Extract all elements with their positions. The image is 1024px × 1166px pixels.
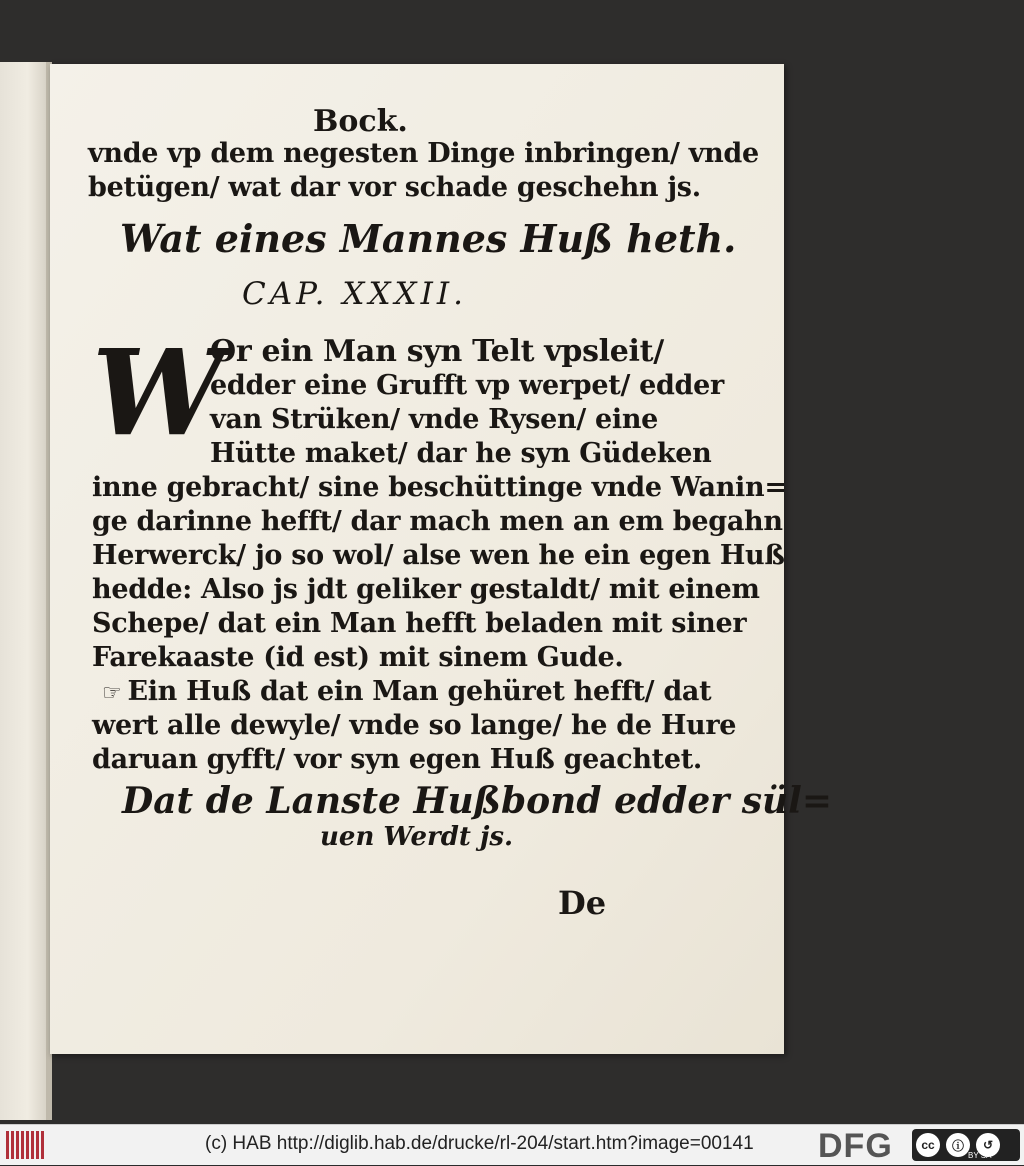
- barcode-icon: [6, 1131, 46, 1159]
- intro-line: vnde vp dem negesten Dinge inbringen/ vnde: [88, 138, 759, 169]
- credit-link[interactable]: (c) HAB http://diglib.hab.de/drucke/rl-204/start.htm?image=00141: [205, 1133, 754, 1154]
- intro-line: betügen/ wat dar vor schade geschehn js.: [88, 172, 701, 203]
- cc-license-badge[interactable]: [912, 1129, 1020, 1161]
- sa-icon: ↺: [976, 1133, 1000, 1157]
- catchword-top: Bock.: [313, 104, 408, 139]
- paragraph-line: Farekaaste (id est) mit sinem Gude.: [92, 642, 624, 673]
- book-page: [50, 64, 832, 1054]
- paragraph-line: hedde: Also js jdt geliker gestaldt/ mit einem: [92, 574, 760, 605]
- pointing-hand-icon: ☞: [102, 681, 122, 706]
- paragraph-line: Schepe/ dat ein Man hefft beladen mit siner: [92, 608, 747, 639]
- paragraph-line: wert alle dewyle/ vnde so lange/ he de Hure: [92, 710, 737, 741]
- chapter-heading: Wat eines Mannes Huß heth.: [120, 216, 737, 261]
- paragraph-line: daruan gyfft/ vor syn egen Huß geachtet.: [92, 744, 702, 775]
- paragraph-line: Hütte maket/ dar he syn Güdeken: [210, 438, 712, 469]
- by-icon: ⓘ: [946, 1133, 970, 1157]
- paragraph-line: van Strüken/ vnde Rysen/ eine: [210, 404, 659, 435]
- chapter-number: CAP. XXXII.: [242, 276, 467, 312]
- decorated-initial: W: [92, 323, 225, 462]
- paragraph-line-with-hand: [102, 676, 711, 707]
- paragraph-line: ge darinne hefft/ dar mach men an em begahn: [92, 506, 783, 537]
- footer-bar: [0, 1124, 1024, 1165]
- dfg-logo: DFG: [818, 1127, 893, 1165]
- paragraph-line: edder eine Grufft vp werpet/ edder: [210, 370, 724, 401]
- section-heading: Dat de Lanste Hußbond edder sül=: [122, 780, 832, 822]
- catchword-bottom: De: [558, 884, 607, 922]
- paragraph-line: inne gebracht/ sine beschüttinge vnde Wanin=: [92, 472, 787, 503]
- section-heading: uen Werdt js.: [320, 822, 514, 852]
- paragraph-line: Herwerck/ jo so wol/ alse wen he ein egen Huß: [92, 540, 785, 571]
- left-page-edge: [0, 62, 46, 1120]
- paragraph-line: Or ein Man syn Telt vpsleit/: [210, 334, 664, 369]
- paragraph-text: Ein Huß dat ein Man gehüret hefft/ dat: [127, 676, 712, 707]
- cc-label: BY SA: [968, 1151, 992, 1160]
- cc-icon: cc: [916, 1133, 940, 1157]
